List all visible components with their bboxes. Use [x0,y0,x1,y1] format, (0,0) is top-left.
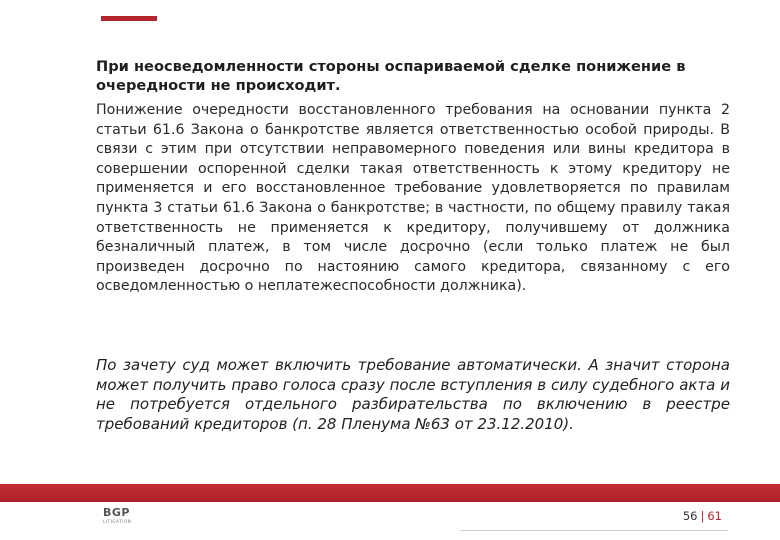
logo-text: BGP [103,506,130,519]
footer-band [0,484,780,502]
logo-subtext: LITIGATION [103,519,132,524]
accent-bar [101,16,157,21]
page-total: 61 [707,509,722,523]
main-content [96,57,730,297]
page-current: 56 [682,509,698,523]
page-number [683,509,722,523]
bgp-logo [103,507,141,529]
italic-paragraph: По зачету суд может включить требование автоматически. А значит сторона может получить право голоса сразу после вступления в силу судебного акта и не потребуется отдельного разбирательства по включению в реестре требований кредиторов (п. 28 Пленума №63 от 23.12.2010). [96,356,730,433]
footer-divider [460,530,728,531]
page-separator: | [700,509,705,523]
slide-heading: При неосведомленности стороны оспариваемой сделке понижение в очередности не происходит. [96,58,686,94]
body-paragraph: Понижение очередности восстановленного требования на основании пункта 2 статьи 61.6 Закона о банкротстве является ответственностью особой природы. В связи с этим при отсутствии неправомерного поведения или вины кредитора в совершении оспоренной сделки такая ответственность к этому кредитору не применяется и его восстановленное требование удовлетворяется по правилам пункта 3 статьи 61.6 Закона о банкротстве; в частности, по общему правилу такая ответственность не применяется к кредитору, получившему от должника безналичный платеж, в том числе досрочно (если только платеж не был произведен досрочно по настоянию самого кредитора, связанному с его осведомленностью о неплатежеспособности должника). [96,102,730,295]
